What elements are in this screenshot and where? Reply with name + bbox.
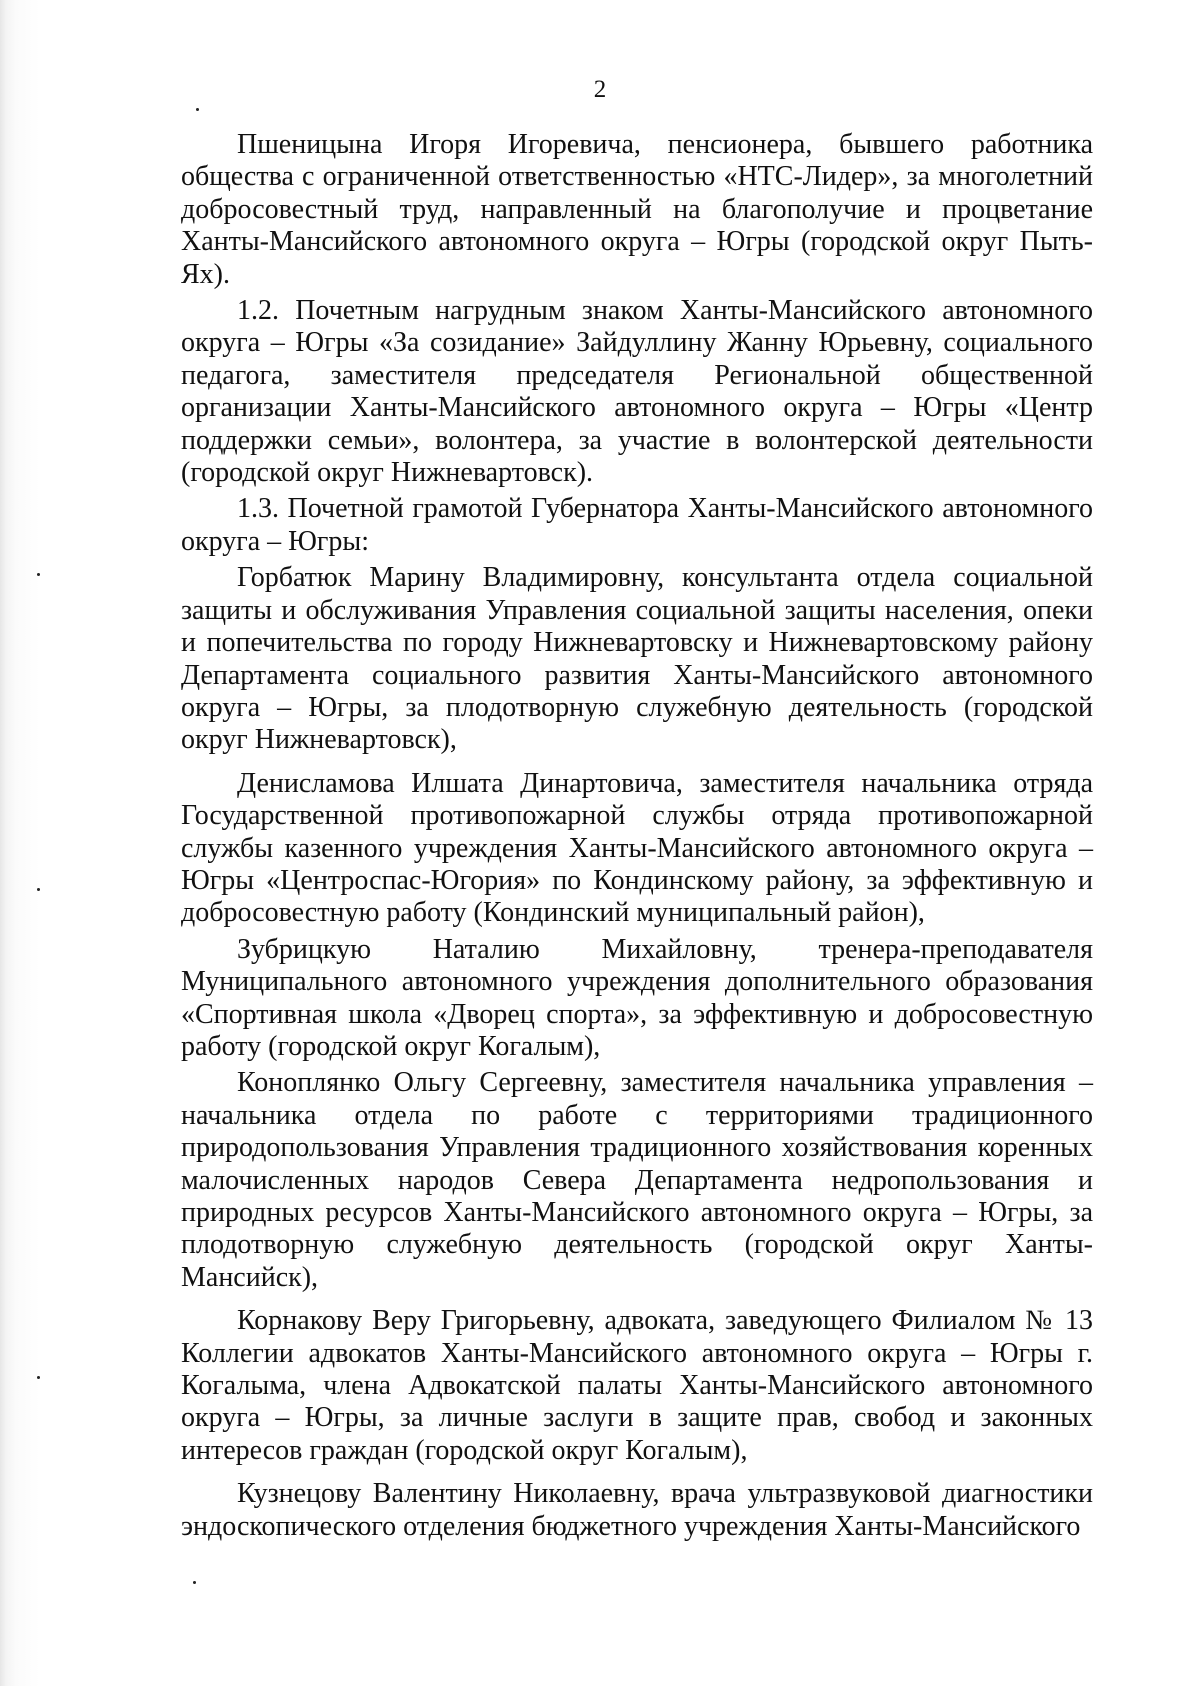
paragraph-denislamov: Денисламова Илшата Динартовича, заместителя начальника отряда Государственной противопожарной службы отряда противопожарной службы казенного учреждения Ханты-Мансийского автономного округа – Югры «Центроспас-Югория» по Кондинскому району, за эффективную и добросовестную работу (Кондинский муниципальный район), [181,767,1093,929]
scan-speck [193,1581,196,1584]
scan-speck [37,573,40,576]
paragraph-gorbatyuk: Горбатюк Марину Владимировну, консультанта отдела социальной защиты и обслуживания Управления социальной защиты населения, опеки и попечительства по городу Нижневартовску и Нижневартовскому району Департамента социального развития Ханты-Мансийского автономного округа – Югры, за плодотворную служебную деятельность (городской округ Нижневартовск), [181,562,1093,756]
page-number: 2 [593,76,607,103]
paragraph-kuznetsova: Кузнецову Валентину Николаевну, врача ультразвуковой диагностики эндоскопического отделения бюджетного учреждения Ханты-Мансийского [181,1478,1093,1542]
paragraph-konoplyanko: Коноплянко Ольгу Сергеевну, заместителя начальника управления – начальника отдела по работе с территориями традиционного природопользования Управления традиционного хозяйствования коренных малочисленных народов Севера Департамента недропользования и природных ресурсов Ханты-Мансийского автономного округа – Югры, за плодотворную служебную деятельность (городской округ Ханты-Мансийск), [181,1067,1093,1293]
paragraph-zubritskaya: Зубрицкую Наталию Михайловну, тренера-преподавателя Муниципального автономного учреждения дополнительного образования «Спортивная школа «Дворец спорта», за эффективную и добросовестную работу (городской округ Когалым), [181,933,1093,1062]
scan-speck [37,1376,40,1379]
paragraph-kornakova: Корнакову Веру Григорьевну, адвоката, заведующего Филиалом № 13 Коллегии адвокатов Ханты-Мансийского автономного округа – Югры г. Когалыма, члена Адвокатской палаты Ханты-Мансийского автономного округа – Югры, за личные заслуги в защите прав, свобод и законных интересов граждан (городской округ Когалым), [181,1305,1093,1466]
document-body [181,129,1093,1543]
paragraph-section-1-2: 1.2. Почетным нагрудным знаком Ханты-Мансийского автономного округа – Югры «За созидание» Зайдуллину Жанну Юрьевну, социального педагога, заместителя председателя Региональной общественной организации Ханты-Мансийского автономного округа – Югры «Центр поддержки семьи», волонтера, за участие в волонтерской деятельности (городской округ Нижневартовск). [181,295,1093,489]
paragraph-pshenitsyn: Пшеницына Игоря Игоревича, пенсионера, бывшего работника общества с ограниченной ответственностью «НТС-Лидер», за многолетний добросовестный труд, направленный на благополучие и процветание Ханты-Мансийского автономного округа – Югры (городской округ Пыть-Ях). [181,129,1093,290]
scan-speck [196,108,199,111]
paragraph-section-1-3: 1.3. Почетной грамотой Губернатора Ханты-Мансийского автономного округа – Югры: [181,493,1093,557]
scan-speck [37,888,40,891]
scan-shadow-edge [0,0,40,1686]
